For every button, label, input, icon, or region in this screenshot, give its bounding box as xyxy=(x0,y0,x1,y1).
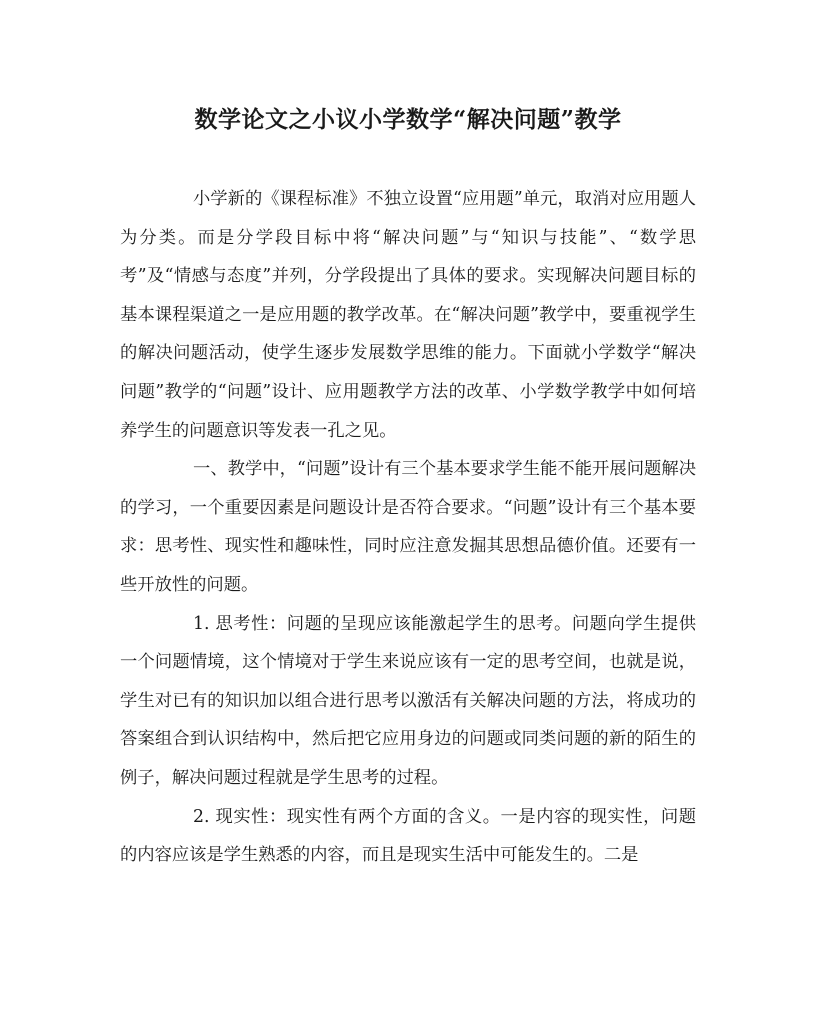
paragraph-point-thinking: 1. 思考性：问题的呈现应该能激起学生的思考。问题向学生提供一个问题情境，这个情境对于学生来说应该有一定的思考空间，也就是说，学生对已有的知识加以组合进行思考以激活有关解决问题的方法，将成功的答案组合到认识结构中，然后把它应用身边的问题或同类问题的新的陌生的例子，解决问题过程就是学生思考的过程。 xyxy=(120,613,696,788)
paragraph-section-one: 一、教学中，“问题”设计有三个基本要求学生能不能开展问题解决的学习，一个重要因素是问题设计是否符合要求。“问题”设计有三个基本要求：思考性、现实性和趣味性，同时应注意发掘其思想品德价值。还要有一些开放性的问题。 xyxy=(120,459,696,595)
document-title: 数学论文之小议小学数学“解决问题”教学 xyxy=(194,106,622,133)
paragraph-point-reality: 2. 现实性：现实性有两个方面的含义。一是内容的现实性，问题的内容应该是学生熟悉的内容，而且是现实生活中可能发生的。二是 xyxy=(120,806,696,866)
document-body xyxy=(120,180,696,875)
paragraph-intro: 小学新的《课程标准》不独立设置“应用题”单元，取消对应用题人为分类。而是分学段目标中将“解决问题”与“知识与技能”、“数学思考”及“情感与态度”并列，分学段提出了具体的要求。实现解决问题目标的基本课程渠道之一是应用题的教学改革。在“解决问题”教学中，要重视学生的解决问题活动，使学生逐步发展数学思维的能力。下面就小学数学“解决问题”教学的“问题”设计、应用题教学方法的改革、小学数学教学中如何培养学生的问题意识等发表一孔之见。 xyxy=(120,189,696,441)
